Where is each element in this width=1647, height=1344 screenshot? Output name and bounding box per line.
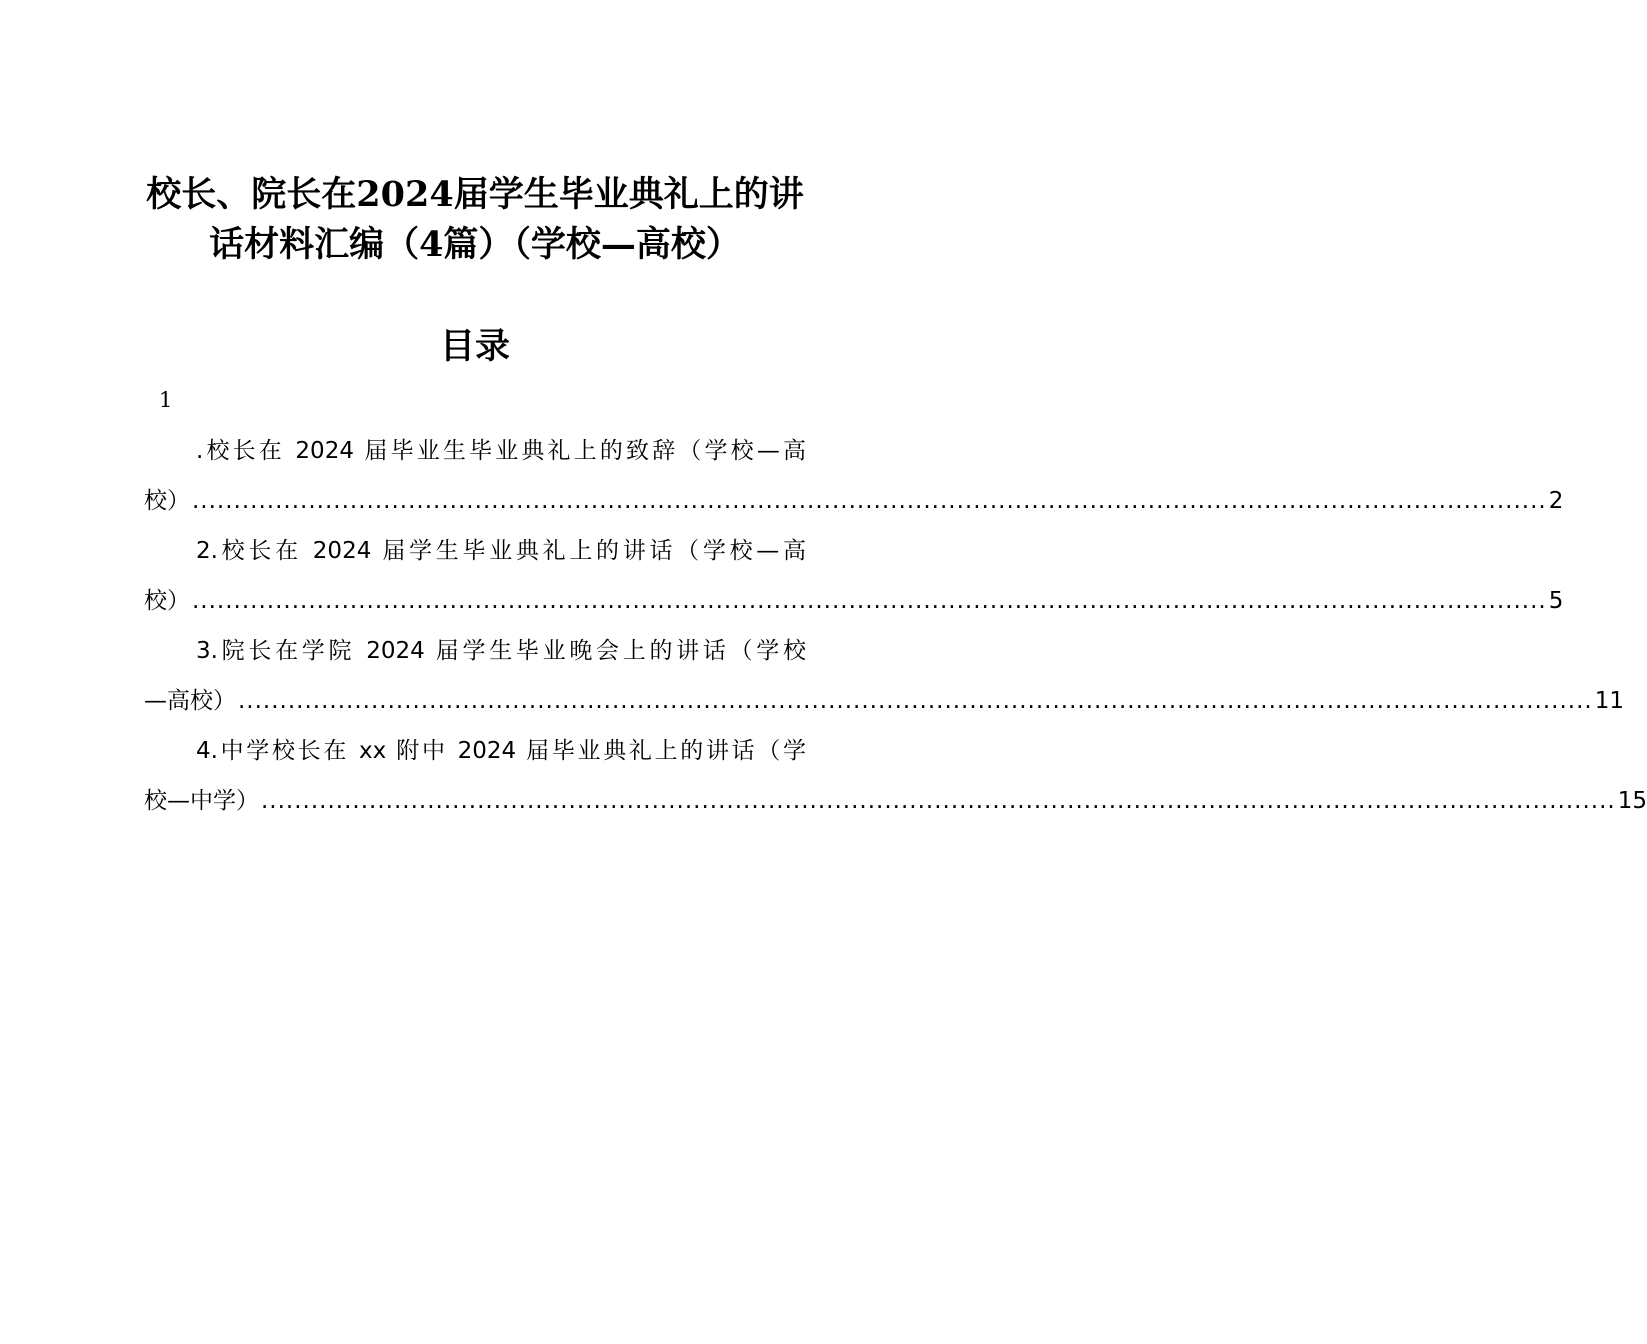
toc-dot-leader: ................................................................................................................................................................... bbox=[261, 788, 1616, 814]
toc-entry-3[interactable] bbox=[144, 626, 1624, 726]
toc-entry-title-continued: 校—中学） bbox=[144, 788, 259, 814]
table-of-contents bbox=[144, 426, 1647, 826]
toc-entry-4[interactable] bbox=[144, 726, 1647, 826]
toc-entry-title-continued: 校） bbox=[144, 488, 190, 514]
toc-heading: 目录 bbox=[439, 326, 510, 367]
toc-entry-title: 2.校长在 2024 届学生毕业典礼上的讲话（学校—高 bbox=[196, 538, 806, 564]
toc-entry-title-continued: 校） bbox=[144, 588, 190, 614]
toc-page-number: 15 bbox=[1617, 788, 1647, 814]
document-title bbox=[140, 170, 810, 270]
toc-entry-title: .校长在 2024 届毕业生毕业典礼上的致辞（学校—高 bbox=[196, 438, 806, 464]
toc-entry-title: 4.中学校长在 xx 附中 2024 届毕业典礼上的讲话（学 bbox=[196, 738, 806, 764]
stray-list-number: 1 bbox=[159, 388, 173, 412]
toc-entry-2[interactable] bbox=[144, 526, 1564, 626]
toc-entry-title-continued: —高校） bbox=[144, 688, 236, 714]
toc-entry-title: 3.院长在学院 2024 届学生毕业晚会上的讲话（学校 bbox=[196, 638, 806, 664]
toc-dot-leader: ................................................................................................................................................................... bbox=[192, 488, 1547, 514]
toc-page-number: 2 bbox=[1548, 488, 1564, 514]
toc-dot-leader: ................................................................................................................................................................... bbox=[192, 588, 1547, 614]
title-line-2: 话材料汇编（4篇）（学校—高校） bbox=[209, 224, 741, 265]
title-line-1: 校长、院长在2024届学生毕业典礼上的讲 bbox=[146, 174, 804, 215]
toc-dot-leader: ................................................................................................................................................................... bbox=[238, 688, 1593, 714]
toc-page-number: 11 bbox=[1594, 688, 1624, 714]
toc-page-number: 5 bbox=[1548, 588, 1564, 614]
toc-entry-1[interactable] bbox=[144, 426, 1564, 526]
